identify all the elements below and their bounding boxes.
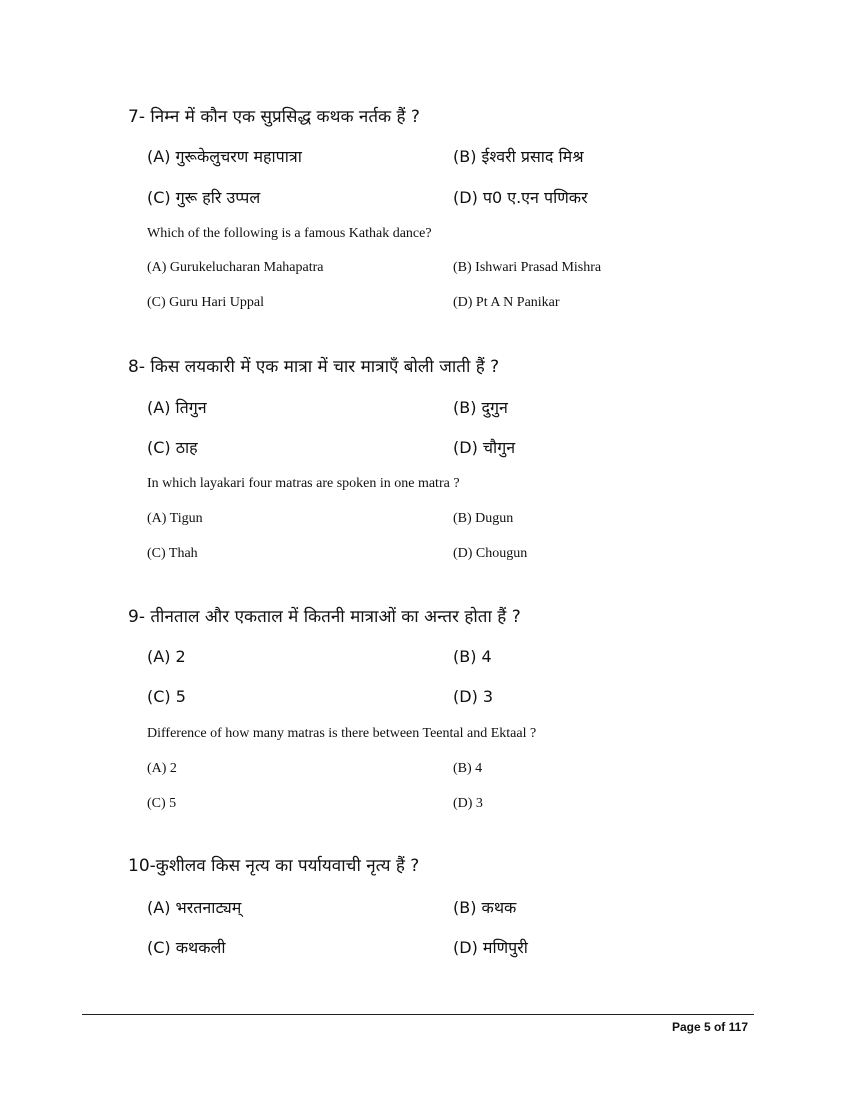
- question-7-english-option-c: (C) Guru Hari Uppal: [147, 295, 265, 310]
- question-8-hindi: 8- किस लयकारी में एक मात्रा में चार मात्राएँ बोली जाती हैं ?: [128, 357, 500, 377]
- question-8-hindi-option-d: (D) चौगुन: [453, 438, 516, 457]
- question-8-hindi-option-b: (B) दुगुन: [453, 398, 508, 417]
- question-9-hindi-option-a: (A) 2: [147, 647, 186, 666]
- question-10-hindi-option-d: (D) मणिपुरी: [453, 938, 528, 957]
- question-7-hindi-option-a: (A) गुरूकेलुचरण महापात्रा: [147, 147, 302, 166]
- question-9-hindi-option-b: (B) 4: [453, 647, 492, 666]
- question-10-hindi: 10-कुशीलव किस नृत्य का पर्यायवाची नृत्य हैं ?: [128, 856, 420, 876]
- question-7-english: Which of the following is a famous Kathak dance?: [147, 226, 432, 241]
- question-10-hindi-option-b: (B) कथक: [453, 898, 517, 917]
- question-8-hindi-option-a: (A) तिगुन: [147, 398, 207, 417]
- question-8-english: In which layakari four matras are spoken in one matra ?: [147, 476, 460, 491]
- question-8-english-option-d: (D) Chougun: [453, 546, 528, 561]
- question-7-english-option-b: (B) Ishwari Prasad Mishra: [453, 260, 602, 275]
- question-7-english-option-a: (A) Gurukelucharan Mahapatra: [147, 260, 324, 275]
- question-9-hindi: 9- तीनताल और एकताल में कितनी मात्राओं का अन्तर होता हैं ?: [128, 607, 521, 627]
- question-7-hindi: 7- निम्न में कौन एक सुप्रसिद्ध कथक नर्तक हैं ?: [128, 107, 420, 127]
- footer-divider: [82, 1014, 754, 1015]
- question-8-english-option-a: (A) Tigun: [147, 511, 203, 526]
- question-9-english-option-b: (B) 4: [453, 761, 483, 776]
- question-10-hindi-option-a: (A) भरतनाट्यम्: [147, 898, 242, 917]
- question-7-hindi-option-b: (B) ईश्वरी प्रसाद मिश्र: [453, 147, 584, 166]
- question-9-hindi-option-d: (D) 3: [453, 687, 494, 706]
- question-10-hindi-option-c: (C) कथकली: [147, 938, 226, 957]
- question-9-english-option-d: (D) 3: [453, 796, 483, 811]
- question-7-hindi-option-d: (D) प0 ए.एन पणिकर: [453, 188, 588, 207]
- question-9-english-option-a: (A) 2: [147, 761, 177, 776]
- question-8-hindi-option-c: (C) ठाह: [147, 438, 198, 457]
- question-8-english-option-b: (B) Dugun: [453, 511, 514, 526]
- question-9-english-option-c: (C) 5: [147, 796, 177, 811]
- page-number: Page 5 of 117: [671, 1020, 748, 1034]
- question-7-english-option-d: (D) Pt A N Panikar: [453, 295, 560, 310]
- question-7-hindi-option-c: (C) गुरू हरि उप्पल: [147, 188, 261, 207]
- question-9-english: Difference of how many matras is there between Teental and Ektaal ?: [147, 726, 537, 741]
- question-8-english-option-c: (C) Thah: [147, 546, 198, 561]
- question-9-hindi-option-c: (C) 5: [147, 687, 186, 706]
